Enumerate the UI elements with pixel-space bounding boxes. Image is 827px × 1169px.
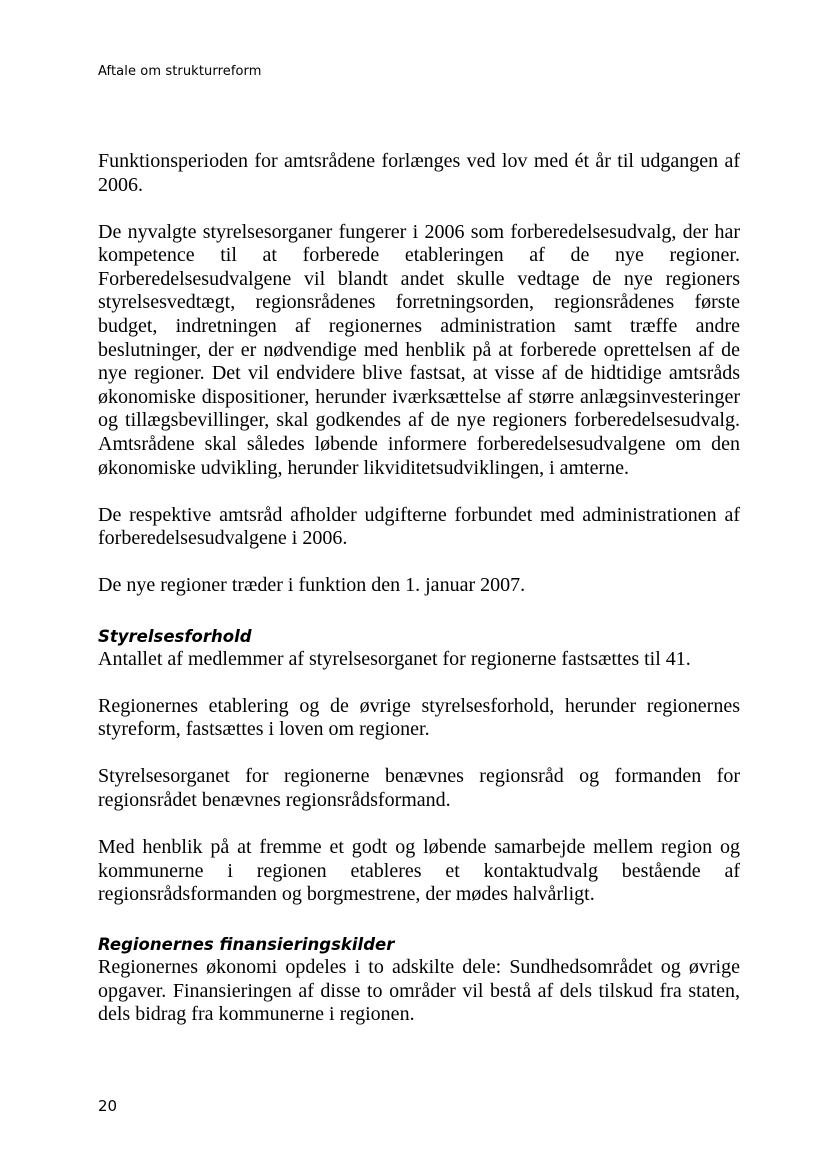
paragraph: Antallet af medlemmer af styrelsesorganet for regionerne fastsættes til 41. — [98, 647, 691, 670]
section-finansieringskilder — [98, 930, 740, 1027]
paragraph: Funktionsperioden for amtsrådene forlænges ved lov med ét år til udgangen af 2006. — [98, 150, 740, 196]
section-heading: Regionernes finansieringskilder — [98, 935, 395, 955]
paragraph: De nyvalgte styrelsesorganer fungerer i 2006 som forberedelsesudvalg, der har kompetence til at forberede etableringen af de nye regioner. Forberedelsesudvalgene vil blandt andet skulle vedtage de nye regioners styrelsesvedtægt, regionsrådenes forretningsorden, regionsrådenes første budget, indretningen af regionernes administration samt træffe andre beslutninger, der er nødvendige med henblik på at forberede oprettelsen af de nye regioner. Det vil endvidere blive fastsat, at visse af de hidtidige amtsråds økonomiske dispositioner, herunder iværksættelse af større anlægsinvesteringer og tillægsbevillinger, skal godkendes af de nye regioners forberedelsesudvalg. Amtsrådene skal således løbende informere forberedelsesudvalgene om den økonomiske udvikling, herunder likviditetsudviklingen, i amterne. — [98, 220, 740, 479]
document-body — [98, 150, 740, 1051]
section-heading: Styrelsesforhold — [98, 626, 252, 646]
paragraph: Regionernes etablering og de øvrige styrelsesforhold, herunder regionernes styreform, fastsættes i loven om regioner. — [98, 694, 740, 741]
paragraph: Med henblik på at fremme et godt og løbende samarbejde mellem region og kommunerne i regionen etableres et kontaktudvalg bestående af regionsrådsformanden og borgmestrene, der mødes halvårligt. — [98, 835, 740, 906]
paragraph: De respektive amtsråd afholder udgifterne forbundet med administrationen af forberedelsesudvalgene i 2006. — [98, 503, 740, 550]
section-styrelsesforhold — [98, 622, 740, 907]
running-header: Aftale om strukturreform — [98, 64, 262, 79]
paragraph: De nye regioner træder i funktion den 1. januar 2007. — [98, 574, 526, 597]
page-number: 20 — [98, 1097, 118, 1115]
paragraph: Styrelsesorganet for regionerne benævnes regionsråd og formanden for regionsrådet benævnes regionsrådsformand. — [98, 765, 740, 811]
paragraph: Regionernes økonomi opdeles i to adskilte dele: Sundhedsområdet og øvrige opgaver. Finansieringen af disse to områder vil bestå af dels tilskud fra staten, dels bidrag fra kommunerne i regionen. — [98, 956, 740, 1026]
